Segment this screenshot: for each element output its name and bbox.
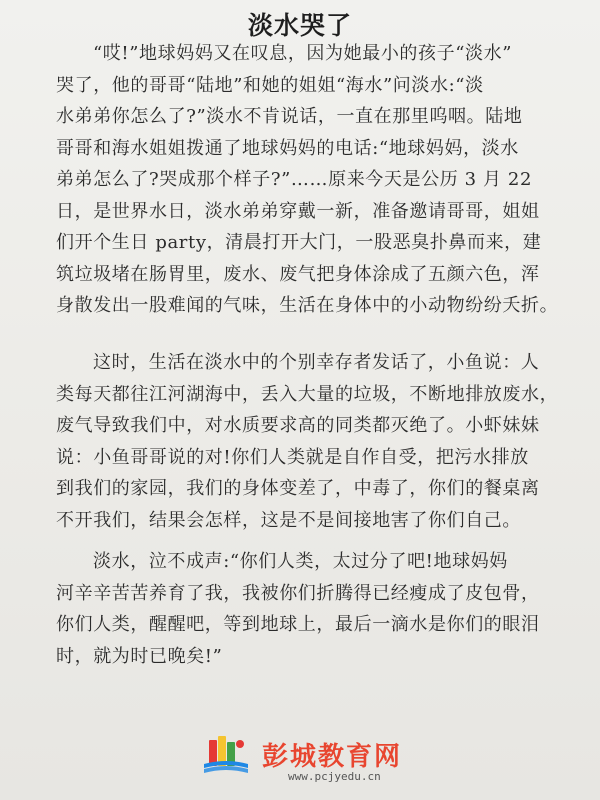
text-line: 河辛辛苦苦养育了我，我被你们折腾得已经瘦成了皮包骨， <box>56 582 540 604</box>
text-line: 水弟弟你怎么了?”淡水不肯说话，一直在那里呜咽。陆地 <box>56 106 523 127</box>
text-line: 日，是世界水日，淡水弟弟穿戴一新，准备邀请哥哥，姐姐 <box>56 200 540 222</box>
watermark-url: www.pcjyedu.cn <box>288 770 381 783</box>
text-line: 你们人类，醒醒吧，等到地球上，最后一滴水是你们的眼泪 <box>56 614 540 635</box>
text-line: 身散发出一股难闻的气味，生活在身体中的小动物纷纷夭折。 <box>56 295 559 316</box>
text-line: 废气导致我们中，对水质要求高的同类都灭绝了。小虾妹妹 <box>56 415 540 436</box>
text-line: 类每天都往江河湖海中，丢入大量的垃圾，不断地排放废水， <box>56 383 559 405</box>
text-line: 淡水，泣不成声:“你们人类，太过分了吧!地球妈妈 <box>93 551 508 572</box>
text-line: 弟弟怎么了?哭成那个样子?”……原来今天是公历 3 月 22 <box>56 169 533 190</box>
text-line: 不开我们，结果会怎样，这是不是间接地害了你们自己。 <box>56 509 521 531</box>
text-line: 哭了，他的哥哥“陆地”和她的姐姐“海水”问淡水:“淡 <box>56 74 484 96</box>
watermark-name: 彭城教育网 <box>262 742 403 772</box>
text-line: 到我们的家园，我们的身体变差了，中毒了，你们的餐桌离 <box>56 478 540 499</box>
text-line: “哎!”地球妈妈又在叹息，因为她最小的孩子“淡水” <box>93 43 513 64</box>
text-line: 们开个生日 party，清晨打开大门，一股恶臭扑鼻而来，建 <box>56 232 542 253</box>
text-line: 筑垃圾堵在肠胃里，废水、废气把身体涂成了五颜六色，浑 <box>56 263 540 285</box>
text-line: 时，就为时已晚矣!” <box>56 645 223 667</box>
watermark-logo <box>202 732 422 792</box>
text-line: 说：小鱼哥哥说的对!你们人类就是自作自受，把污水排放 <box>56 446 529 468</box>
text-line: 哥哥和海水姐姐拨通了地球妈妈的电话:“地球妈妈，淡水 <box>56 137 519 159</box>
paragraph-3 <box>56 546 540 672</box>
book-logo-icon <box>202 734 250 782</box>
document-title: 淡水哭了 <box>247 11 352 40</box>
text-line: 这时，生活在淡水中的个别幸存者发话了，小鱼说：人 <box>93 352 540 373</box>
paragraph-1 <box>56 38 558 322</box>
paragraph-2 <box>56 347 558 536</box>
